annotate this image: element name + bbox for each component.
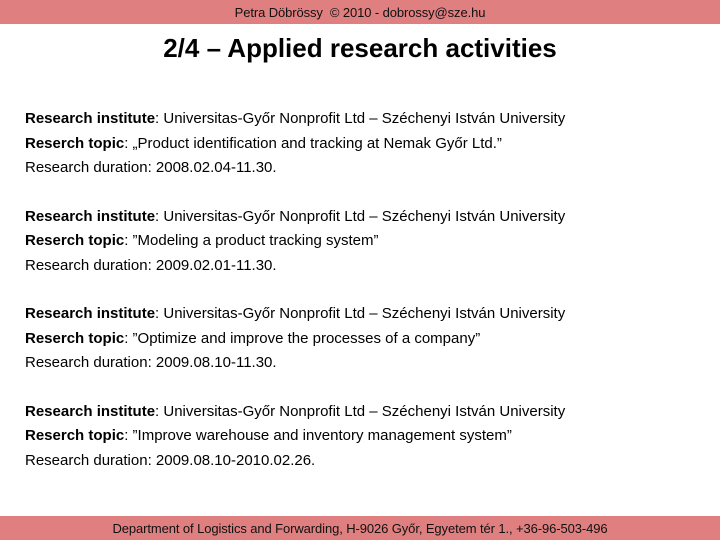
- topic-line: [25, 229, 705, 254]
- topic-value: : ”Improve warehouse and inventory management system”: [124, 427, 512, 444]
- research-entry: [25, 302, 705, 376]
- topic-label: Reserch topic: [25, 232, 125, 249]
- header-text: Petra Döbrössy © 2010 - dobrossy@sze.hu: [234, 4, 486, 20]
- duration-line: Research duration: 2009.08.10-2010.02.26.: [25, 451, 316, 469]
- duration-line: Research duration: 2009.02.01-11.30.: [25, 256, 277, 274]
- topic-line: [25, 132, 705, 157]
- institute-line: [25, 205, 705, 230]
- duration-line: Research duration: 2009.08.10-11.30.: [25, 354, 277, 371]
- institute-line: [25, 400, 705, 425]
- research-entries: [25, 107, 705, 497]
- institute-line: [25, 107, 705, 132]
- topic-line: [25, 424, 705, 449]
- duration-line: Research duration: 2008.02.04-11.30.: [25, 159, 277, 176]
- topic-value: : „Product identification and tracking at Nemak Győr Ltd.”: [124, 134, 502, 152]
- institute-label: Research institute: [25, 305, 156, 322]
- institute-label: Research institute: [25, 110, 156, 127]
- topic-value: : ”Modeling a product tracking system”: [124, 232, 379, 249]
- slide-title: 2/4 – Applied research activities: [163, 33, 557, 63]
- institute-value: : Universitas-Győr Nonprofit Ltd – Széchenyi István University: [155, 110, 566, 127]
- institute-value: : Universitas-Győr Nonprofit Ltd – Széchenyi István University: [155, 402, 566, 420]
- footer-text: Department of Logistics and Forwarding, H-9026 Győr, Egyetem tér 1., +36-96-503-496: [112, 520, 608, 536]
- topic-value: : ”Optimize and improve the processes of a company”: [124, 329, 481, 347]
- institute-line: [25, 302, 705, 327]
- topic-label: Reserch topic: [25, 134, 125, 152]
- header-bar: [0, 0, 720, 24]
- institute-label: Research institute: [25, 207, 156, 225]
- institute-value: : Universitas-Győr Nonprofit Ltd – Széchenyi István University: [155, 207, 566, 225]
- footer-bar: [0, 516, 720, 540]
- institute-label: Research institute: [25, 402, 156, 420]
- topic-line: [25, 327, 705, 352]
- research-entry: [25, 107, 705, 181]
- topic-label: Reserch topic: [25, 427, 125, 444]
- research-entry: [25, 400, 705, 474]
- research-entry: [25, 205, 705, 279]
- topic-label: Reserch topic: [25, 329, 125, 347]
- institute-value: : Universitas-Győr Nonprofit Ltd – Széchenyi István University: [155, 305, 566, 322]
